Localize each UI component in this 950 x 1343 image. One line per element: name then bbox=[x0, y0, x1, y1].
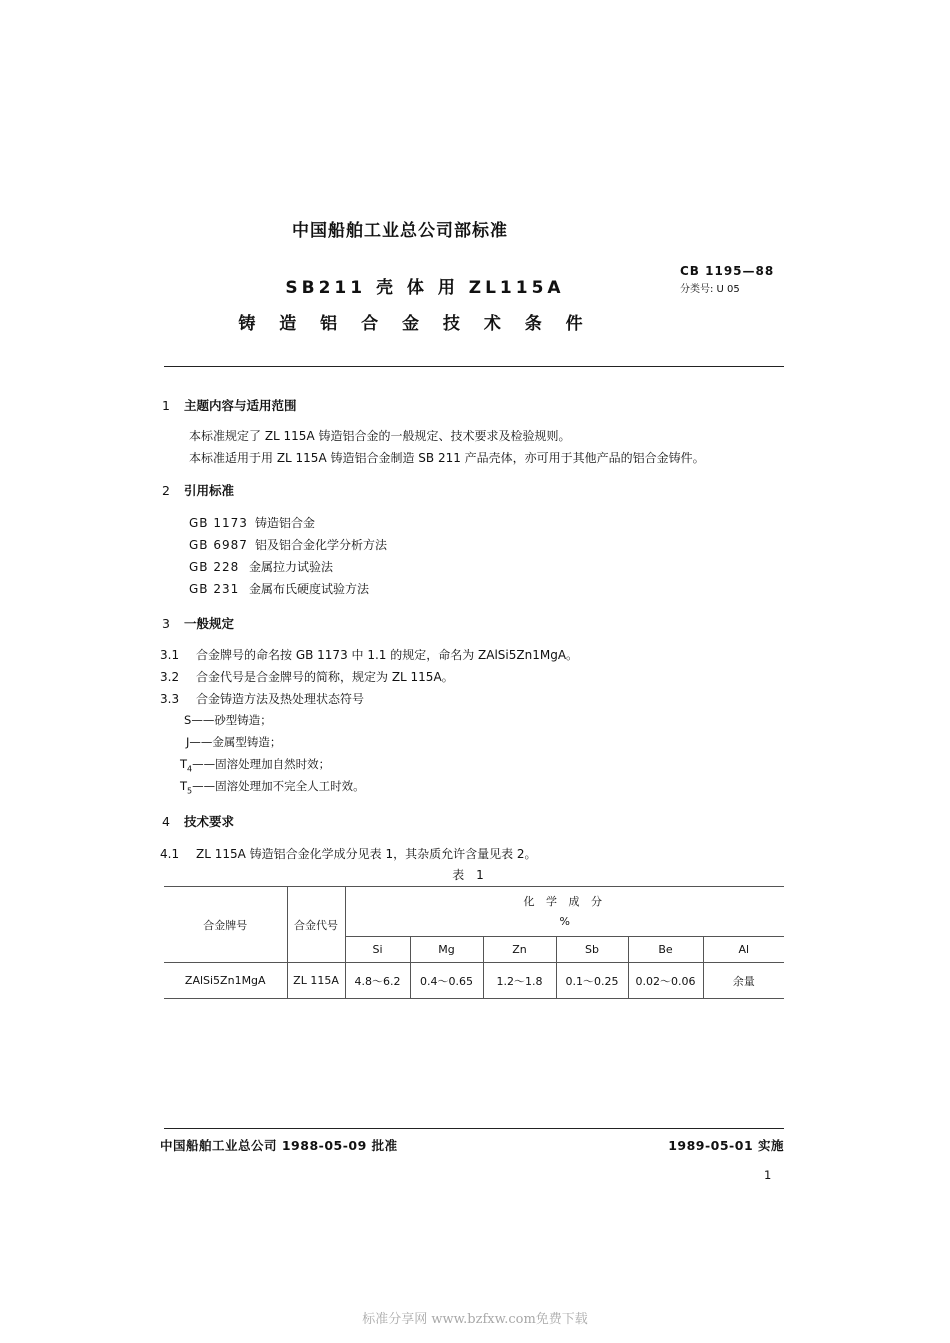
cell-zn: 1.2～1.8 bbox=[483, 963, 556, 999]
cell-be: 0.02～0.06 bbox=[628, 963, 703, 999]
section-title: 技术要求 bbox=[184, 814, 235, 829]
symbol-definition bbox=[180, 756, 330, 773]
reference-code: GB 228 bbox=[189, 560, 240, 574]
reference-name: 铝及铝合金化学分析方法 bbox=[255, 538, 388, 552]
clause-number: 3.1 bbox=[160, 648, 180, 662]
reference-code: GB 6987 bbox=[189, 538, 248, 552]
group-unit: % bbox=[559, 914, 570, 928]
element-header: Mg bbox=[410, 937, 483, 963]
section-1-paragraph-1: 本标准规定了 ZL 115A 铸造铝合金的一般规定、技术要求及检验规则。 bbox=[189, 429, 571, 443]
footer-divider bbox=[164, 1128, 784, 1129]
reference-name: 金属布氏硬度试验方法 bbox=[249, 582, 370, 596]
standard-code: CB 1195—88 bbox=[680, 264, 775, 278]
clause-text: 合金牌号的命名按 GB 1173 中 1.1 的规定，命名为 ZAlSi5Zn1MgA。 bbox=[196, 648, 579, 662]
clause-number: 3.3 bbox=[160, 692, 180, 706]
symbol-description: ——金属型铸造； bbox=[189, 735, 282, 749]
table-caption: 表 1 bbox=[452, 868, 488, 882]
symbol: T bbox=[180, 757, 188, 771]
cell-brand: ZAlSi5Zn1MgA bbox=[164, 963, 287, 999]
reference-standard bbox=[189, 536, 387, 553]
element-header: Si bbox=[345, 937, 410, 963]
symbol-description: ——砂型铸造； bbox=[191, 713, 272, 727]
clause-4-1 bbox=[160, 845, 537, 862]
cell-sb: 0.1～0.25 bbox=[556, 963, 628, 999]
section-2-heading bbox=[162, 481, 234, 499]
page-number: 1 bbox=[764, 1168, 772, 1182]
clause-number: 4.1 bbox=[160, 847, 180, 861]
symbol: S bbox=[184, 713, 192, 727]
cell-si: 4.8～6.2 bbox=[345, 963, 410, 999]
section-number: 1 bbox=[162, 398, 170, 413]
reference-standard bbox=[189, 580, 369, 597]
reference-standard bbox=[189, 558, 333, 575]
section-title: 一般规定 bbox=[184, 616, 235, 631]
classification-number: 分类号: U 05 bbox=[680, 284, 740, 295]
section-number: 4 bbox=[162, 814, 170, 829]
header-chemical-composition bbox=[345, 887, 784, 937]
symbol: J bbox=[186, 735, 190, 749]
group-title: 化 学 成 分 bbox=[523, 894, 606, 908]
table-row bbox=[164, 963, 784, 999]
clause-number: 3.2 bbox=[160, 670, 180, 684]
section-number: 2 bbox=[162, 483, 170, 498]
element-header: Zn bbox=[483, 937, 556, 963]
element-header: Al bbox=[703, 937, 784, 963]
symbol-subscript: 4 bbox=[187, 764, 193, 774]
title-line-1: SB211 壳 体 用 ZL115A bbox=[285, 278, 565, 298]
reference-name: 铸造铝合金 bbox=[255, 516, 316, 530]
reference-code: GB 231 bbox=[189, 582, 240, 596]
symbol-definition bbox=[180, 778, 365, 795]
header-alloy-code: 合金代号 bbox=[287, 887, 345, 963]
cell-al: 余量 bbox=[703, 963, 784, 999]
section-1-paragraph-2: 本标准适用于用 ZL 115A 铸造铝合金制造 SB 211 产品壳体，亦可用于其他产品的铝合金铸件。 bbox=[189, 451, 705, 465]
issuing-organization: 中国船舶工业总公司部标准 bbox=[292, 221, 508, 241]
clause-text: 合金铸造方法及热处理状态符号 bbox=[196, 692, 365, 706]
section-4-heading bbox=[162, 812, 234, 830]
clause-3-2 bbox=[160, 668, 454, 685]
title-line-2: 铸 造 铝 合 金 技 术 条 件 bbox=[238, 314, 592, 334]
reference-code: GB 1173 bbox=[189, 516, 248, 530]
download-watermark: 标准分享网 www.bzfxw.com免费下载 bbox=[362, 1312, 588, 1327]
cell-code: ZL 115A bbox=[287, 963, 345, 999]
cell-mg: 0.4～0.65 bbox=[410, 963, 483, 999]
clause-text: 合金代号是合金牌号的简称，规定为 ZL 115A。 bbox=[196, 670, 454, 684]
section-title: 引用标准 bbox=[184, 483, 235, 498]
symbol-subscript: 5 bbox=[187, 786, 193, 796]
header-divider bbox=[164, 366, 784, 367]
symbol-description: ——固溶处理加不完全人工时效。 bbox=[192, 779, 365, 793]
clause-3-1 bbox=[160, 646, 578, 663]
symbol-definition bbox=[186, 734, 281, 752]
section-title: 主题内容与适用范围 bbox=[184, 398, 297, 413]
header-alloy-brand: 合金牌号 bbox=[164, 887, 287, 963]
chemical-composition-table bbox=[164, 886, 784, 999]
element-header: Sb bbox=[556, 937, 628, 963]
approval-line: 中国船舶工业总公司 1988-05-09 批准 bbox=[160, 1138, 398, 1153]
section-1-heading bbox=[162, 396, 297, 414]
implementation-date: 1989-05-01 实施 bbox=[668, 1138, 784, 1153]
section-number: 3 bbox=[162, 616, 170, 631]
reference-name: 金属拉力试验法 bbox=[249, 560, 334, 574]
symbol-definition bbox=[184, 712, 272, 730]
reference-standard bbox=[189, 514, 315, 531]
element-header: Be bbox=[628, 937, 703, 963]
symbol-description: ——固溶处理加自然时效； bbox=[192, 757, 331, 771]
section-3-heading bbox=[162, 614, 234, 632]
clause-text: ZL 115A 铸造铝合金化学成分见表 1，其杂质允许含量见表 2。 bbox=[196, 847, 537, 861]
clause-3-3 bbox=[160, 690, 364, 707]
symbol: T bbox=[180, 779, 188, 793]
